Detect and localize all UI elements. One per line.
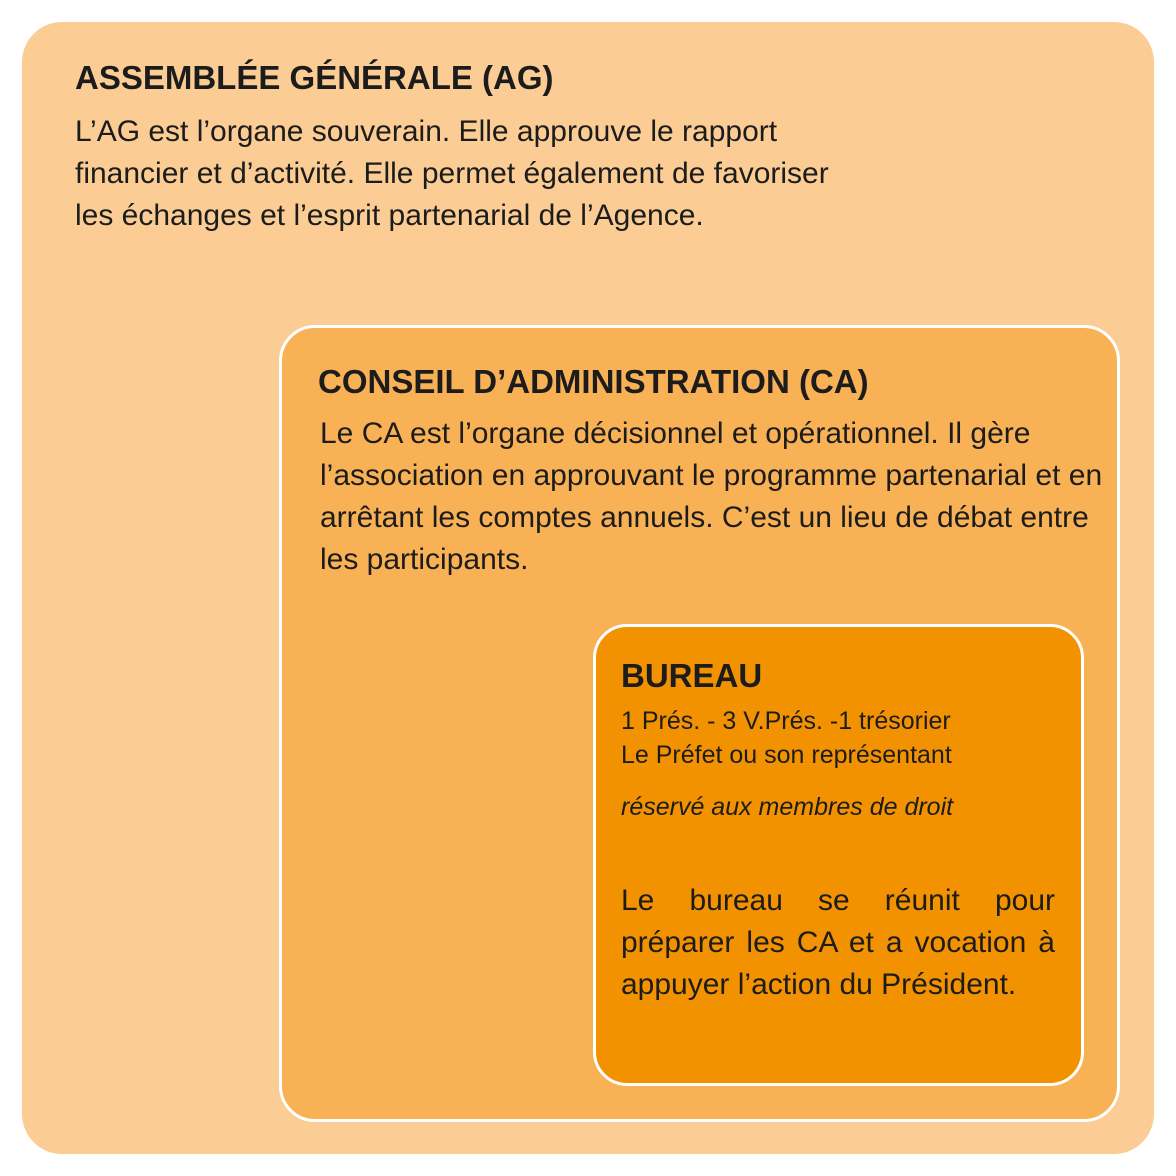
- conseil-administration-title: CONSEIL D’ADMINISTRATION (CA): [318, 363, 869, 400]
- bureau-title: BUREAU: [621, 657, 763, 694]
- assemblee-generale-description: L’AG est l’organe souverain. Elle approuve le rapport financier et d’activité. Elle permet également de favoriser les échanges et l’esprit partenarial de l’Agence.: [75, 115, 829, 232]
- bureau-members: [621, 704, 1071, 772]
- bureau-members-line: Le Préfet ou son représentant: [621, 741, 952, 769]
- bureau-note: réservé aux membres de droit: [621, 793, 954, 821]
- conseil-administration-description: Le CA est l’organe décisionnel et opérationnel. Il gère l’association en approuvant le programme partenarial et en arrêtant les comptes annuels. C’est un lieu de débat entre les participants.: [320, 417, 1103, 576]
- assemblee-generale-title: ASSEMBLÉE GÉNÉRALE (AG): [75, 59, 554, 96]
- bureau-members-line: 1 Prés. - 3 V.Prés. -1 trésorier: [621, 707, 951, 735]
- bureau-description: Le bureau se réunit pour préparer les CA et a vocation à appuyer l’action du Président.: [621, 884, 1055, 1001]
